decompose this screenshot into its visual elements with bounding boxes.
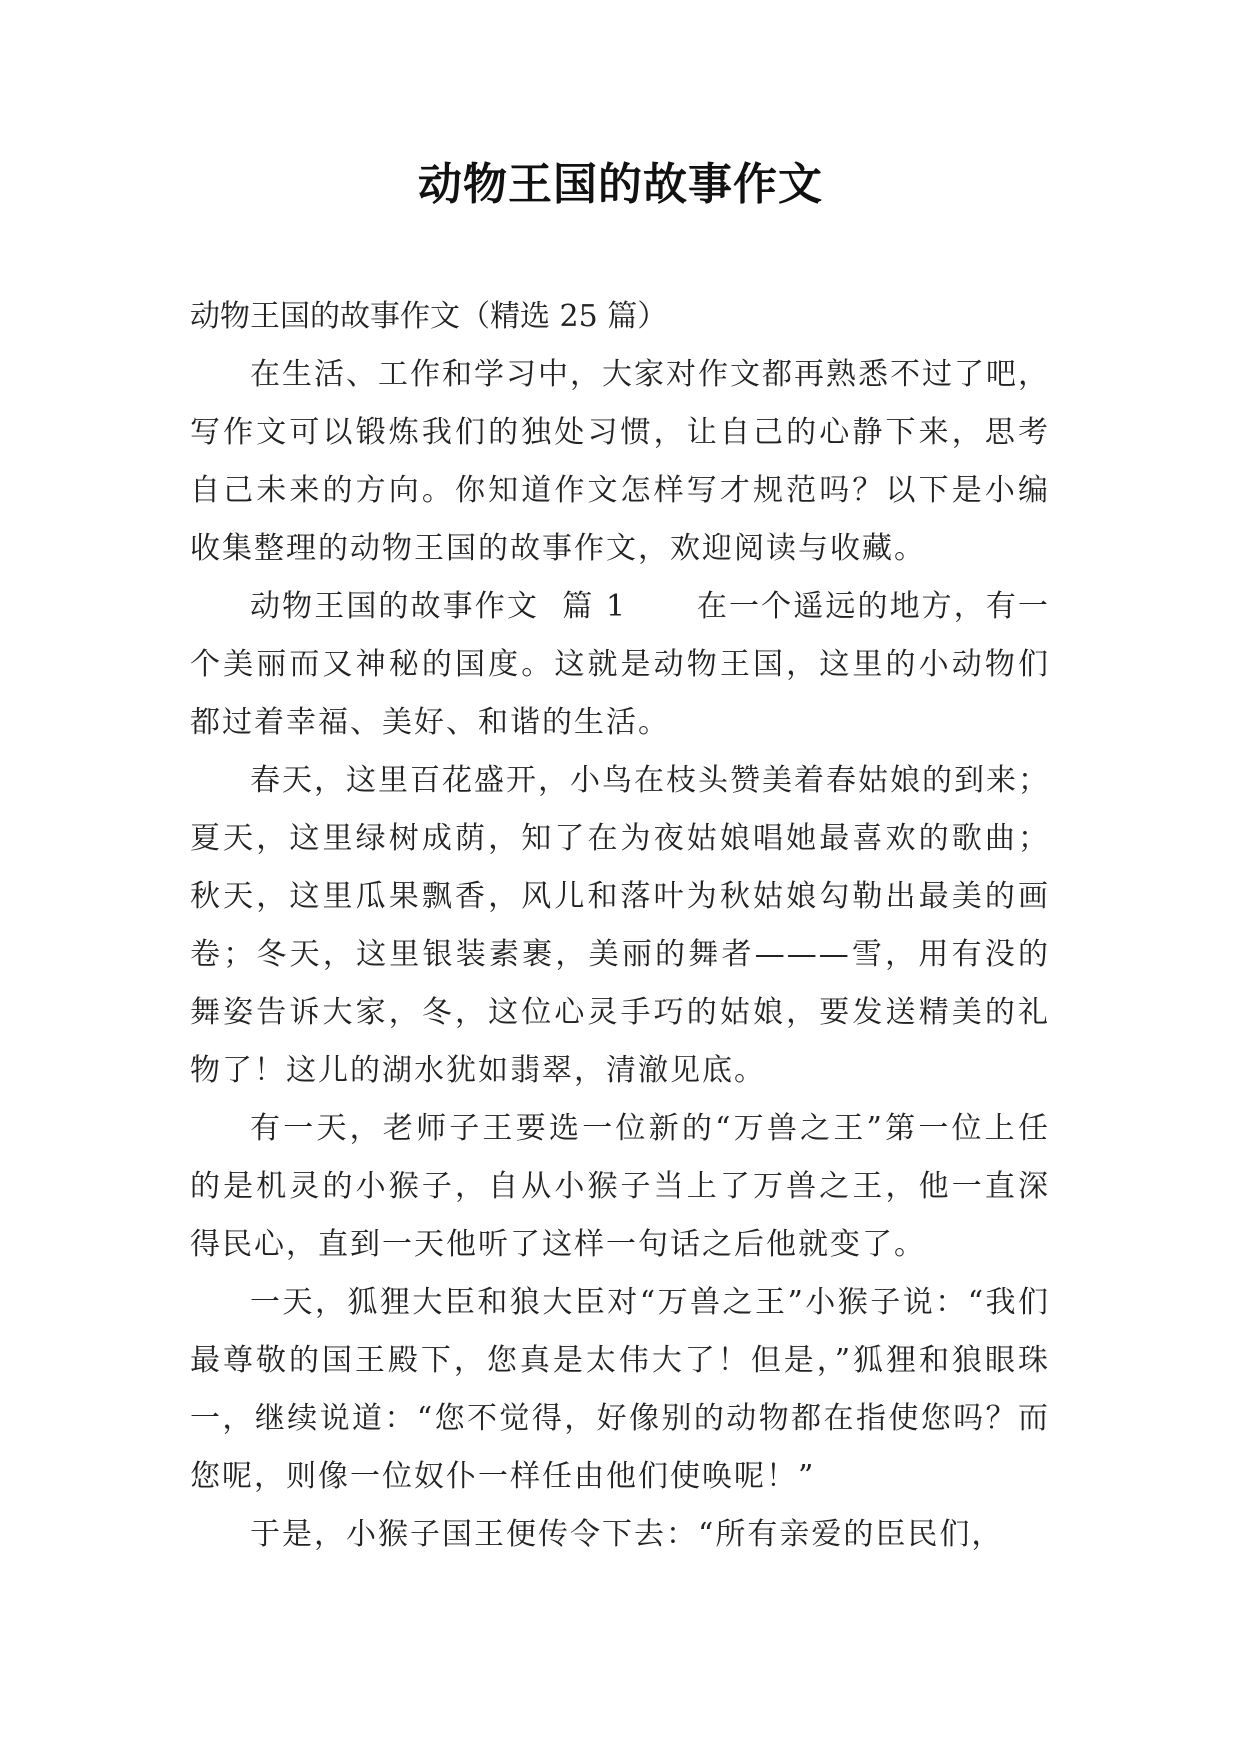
document-subtitle: 动物王国的故事作文（精选 25 篇）	[190, 299, 668, 334]
paragraph-ministers: 一天，狐狸大臣和狼大臣对“万兽之王”小猴子说：“我们最尊敬的国王殿下，您真是太伟大了！但是，”狐狸和狼眼珠一，继续说道：“您不觉得，好像别的动物都在指使您吗？而您呢，则像一位奴仆一样任由他们使唤呢！”	[190, 1285, 1050, 1494]
document-body	[190, 288, 1050, 1564]
paragraph-section-1: 动物王国的故事作文 篇 1 在一个遥远的地方，有一个美丽而又神秘的国度。这就是动物王国，这里的小动物们都过着幸福、美好、和谐的生活。	[190, 589, 1050, 740]
paragraph-new-king: 有一天，老师子王要选一位新的“万兽之王”第一位上任的是机灵的小猴子，自从小猴子当上了万兽之王，他一直深得民心，直到一天他听了这样一句话之后他就变了。	[190, 1111, 1050, 1262]
paragraph-seasons: 春天，这里百花盛开，小鸟在枝头赞美着春姑娘的到来；夏天，这里绿树成荫，知了在为夜姑娘唱她最喜欢的歌曲；秋天，这里瓜果飘香，风儿和落叶为秋姑娘勾勒出最美的画卷；冬天，这里银装素裹，美丽的舞者———雪，用有没的舞姿告诉大家，冬，这位心灵手巧的姑娘，要发送精美的礼物了！这儿的湖水犹如翡翠，清澈见底。	[190, 763, 1050, 1088]
paragraph-decree: 于是，小猴子国王便传令下去：“所有亲爱的臣民们，	[250, 1517, 1004, 1552]
paragraph-intro: 在生活、工作和学习中，大家对作文都再熟悉不过了吧，写作文可以锻炼我们的独处习惯，让自己的心静下来，思考自己未来的方向。你知道作文怎样写才规范吗？以下是小编收集整理的动物王国的故事作文，欢迎阅读与收藏。	[190, 357, 1050, 566]
document-title: 动物王国的故事作文	[418, 159, 823, 210]
